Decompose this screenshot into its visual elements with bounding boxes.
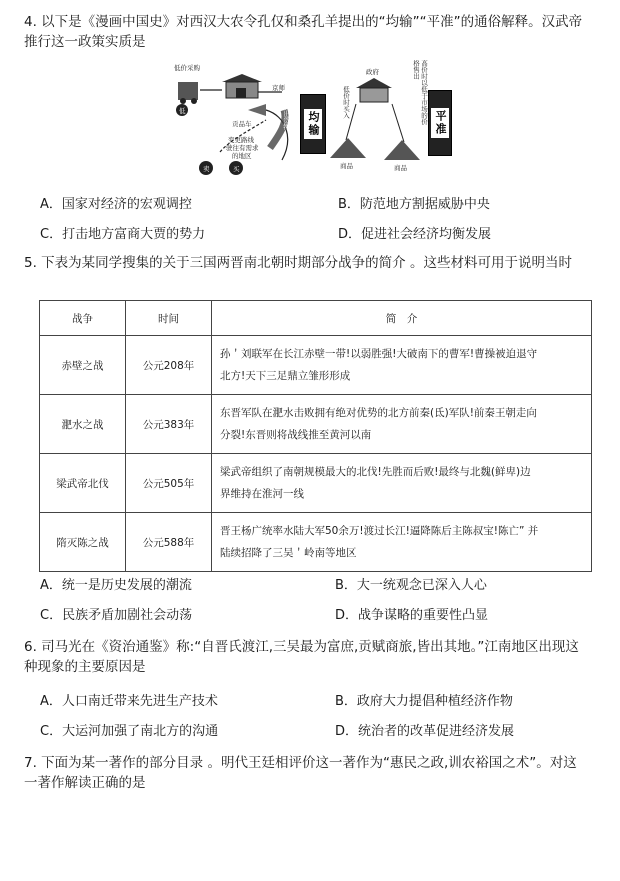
q4-option-b: B．防范地方割据威胁中央 — [338, 197, 490, 212]
q5-option-d: D．战争谋略的重要性凸显 — [335, 608, 489, 623]
cart-icon — [178, 82, 198, 100]
pingzhun-box-label: 平准 — [431, 108, 449, 138]
question-6-stem — [24, 637, 600, 677]
table-row — [40, 336, 592, 395]
junshu-box — [300, 94, 326, 154]
row-intro-line1: 东晋军队在淝水击败拥有绝对优势的北方前秦(氐)军队!前秦王朝走向 — [220, 407, 537, 419]
fig-buy-label: 低价时买入 — [342, 86, 350, 119]
fig-government-label: 政府 — [366, 68, 379, 76]
q5-option-b: B．大一统观念已深入人心 — [335, 578, 487, 593]
table-row — [40, 513, 592, 572]
q4-option-a: A．国家对经济的宏观调控 — [40, 197, 192, 212]
header-intro: 简 介 — [212, 301, 592, 336]
fig-route-label: 贡品车 — [232, 120, 252, 128]
question-5-stem: 5. 下表为某同学搜集的关于三国两晋南北朝时期部分战争的简介 。这些材料可用于说明当时 — [24, 255, 572, 271]
row-intro-line2: 界维持在淮河一线 — [220, 488, 304, 500]
row-intro-line1: 梁武帝组织了南朝规模最大的北伐!先胜而后败!最终与北魏(鲜卑)边 — [220, 466, 531, 478]
row-war: 隋灭陈之战 — [40, 513, 126, 572]
row-intro-line2: 分裂!东晋则将战线推至黄河以南 — [220, 429, 372, 441]
fig-circle-char-3: 买 — [233, 165, 240, 173]
q4-option-c: C．打击地方富商大贾的势力 — [40, 227, 206, 242]
table-row — [40, 454, 592, 513]
row-time: 公元505年 — [126, 454, 212, 513]
q4-option-d: D．促进社会经济均衡发展 — [338, 227, 492, 242]
government-roof-icon — [356, 78, 392, 88]
row-time: 公元588年 — [126, 513, 212, 572]
row-intro — [212, 395, 592, 454]
goods-pile-icon-2 — [384, 140, 420, 160]
row-war: 梁武帝北伐 — [40, 454, 126, 513]
row-intro-line1: 孙＇刘联军在长江赤壁一带!以弱胜强!大破南下的曹军!曹操被迫退守 — [220, 348, 538, 360]
fig-change-label-1: 变更路线 — [228, 136, 254, 144]
row-time: 公元383年 — [126, 395, 212, 454]
row-intro-line2: 北方!天下三足鼎立雏形形成 — [220, 370, 351, 382]
q4-figure — [170, 60, 452, 178]
q6-option-a: A．人口南迁带来先进生产技术 — [40, 694, 218, 709]
fig-capital-label: 京师 — [272, 84, 285, 92]
capital-roof-icon — [222, 74, 262, 82]
table-header-row — [40, 301, 592, 336]
fig-change-label-2: 驶往有需求 — [226, 144, 259, 152]
fig-goods-label-2: 商品 — [394, 164, 407, 172]
question-4-stem — [24, 12, 600, 52]
row-intro-line1: 晋王杨广统率水陆大军50余万!渡过长江!逼降陈后主陈叔宝!陈亡” 并 — [220, 525, 539, 537]
row-intro — [212, 513, 592, 572]
junshu-box-label: 均输 — [304, 109, 322, 139]
question-4-line2: 推行这一政策实质是 — [24, 34, 146, 50]
question-7-line2: 一著作解读正确的是 — [24, 775, 146, 791]
question-7-line1: 7. 下面为某一著作的部分目录 。明代王廷相评价这一著作为“惠民之政,训农裕国之术”。对这 — [24, 755, 577, 771]
fig-left-top-label: 低价采购 — [174, 64, 200, 72]
fig-goods-label-1: 商品 — [340, 162, 353, 170]
question-6-line1: 6. 司马光在《资治通鉴》称:“自晋氏渡江,三吴最为富庶,贡赋商旅,皆出其地。”江南地区出现这 — [24, 639, 579, 655]
goods-pile-icon-1 — [330, 138, 366, 158]
wars-table — [39, 300, 592, 572]
row-intro — [212, 336, 592, 395]
q6-option-c: C．大运河加强了南北方的沟通 — [40, 724, 219, 739]
fig-sell-label: 卖出货物 — [282, 104, 290, 130]
q5-option-a: A．统一是历史发展的潮流 — [40, 578, 192, 593]
row-intro-line2: 陆续招降了三吴＇岭南等地区 — [220, 547, 357, 559]
fig-circle-char-1: 低 — [179, 107, 186, 115]
q5-option-c: C．民族矛盾加剧社会动荡 — [40, 608, 193, 623]
q6-option-b: B．政府大力提倡种植经济作物 — [335, 694, 513, 709]
row-intro — [212, 454, 592, 513]
question-6-line2: 种现象的主要原因是 — [24, 659, 146, 675]
row-war: 赤壁之战 — [40, 336, 126, 395]
fig-circle-char-2: 卖 — [203, 165, 210, 173]
question-7-stem — [24, 753, 600, 793]
fig-change-label-3: 的地区 — [232, 152, 252, 160]
question-4-line1: 4. 以下是《漫画中国史》对西汉大农令孔仅和桑孔羊提出的“均输”“平准”的通俗解释。汉武帝 — [24, 14, 583, 30]
row-time: 公元208年 — [126, 336, 212, 395]
table-row — [40, 395, 592, 454]
pingzhun-box — [428, 90, 452, 156]
header-war: 战争 — [40, 301, 126, 336]
q6-option-d: D．统治者的改革促进经济发展 — [335, 724, 515, 739]
fig-sell-right-label: 高价时以低于市场的价格售出 — [412, 60, 428, 125]
row-war: 淝水之战 — [40, 395, 126, 454]
header-time: 时间 — [126, 301, 212, 336]
